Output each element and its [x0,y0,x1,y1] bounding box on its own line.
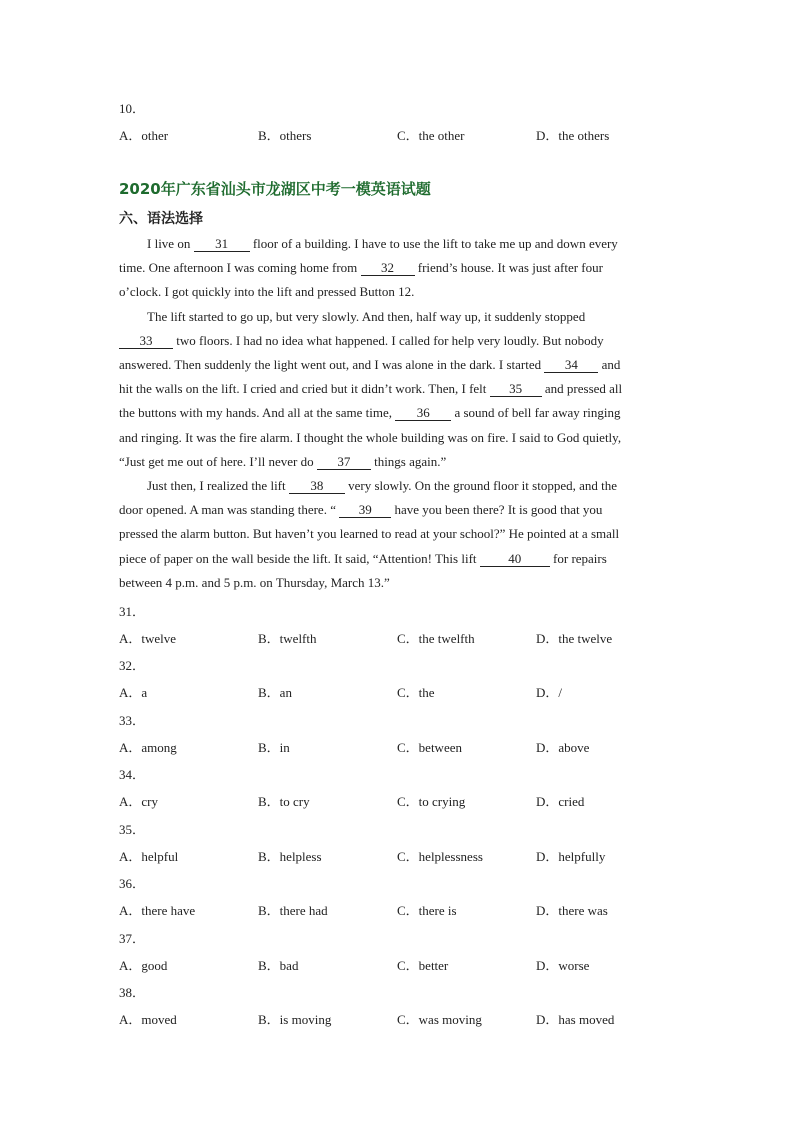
option-row [119,1009,679,1027]
question-number: 32． [119,658,146,673]
option-c[interactable]: C．was moving [397,1012,482,1027]
passage-line [119,474,664,498]
passage-text: have you been there? It is good that you [394,502,603,518]
blank-34[interactable]: 34 [544,358,598,373]
option-a[interactable]: A．other [119,128,169,143]
passage-line: o’clock. I got quickly into the lift and pressed Button 12. [119,284,415,300]
passage-line [119,401,664,425]
option-d[interactable]: D．/ [536,685,563,700]
passage-line [119,353,664,377]
option-d[interactable]: D．above [536,740,590,755]
option-d[interactable]: D．the others [536,128,610,143]
question-number: 34． [119,767,146,782]
option-d[interactable]: D．has moved [536,1012,615,1027]
blank-35[interactable]: 35 [490,382,542,397]
question-number: 31． [119,604,146,619]
option-row [119,628,679,646]
blank-40[interactable]: 40 [480,552,550,567]
question-number: 33． [119,713,146,728]
question-number: 35． [119,822,146,837]
passage-text: door opened. A man was standing there. “ [119,502,336,518]
option-row [119,846,679,864]
option-row [119,737,679,755]
question-number: 10． [119,101,146,116]
option-b[interactable]: B．to cry [258,794,310,809]
passage-text: two floors. I had no idea what happened. I called for help very loudly. But nobody [176,332,604,348]
option-c[interactable]: C．better [397,958,449,973]
passage-text: very slowly. On the ground floor it stopped, and the [348,478,617,494]
passage-text: friend’s house. It was just after four [417,260,603,276]
option-a[interactable]: A．there have [119,903,196,918]
passage-text: the buttons with my hands. And all at the same time, [119,405,392,421]
option-a[interactable]: A．helpful [119,849,179,864]
option-b[interactable]: B．twelfth [258,631,317,646]
option-c[interactable]: C．the other [397,128,465,143]
option-b[interactable]: B．is moving [258,1012,332,1027]
option-d[interactable]: D．the twelve [536,631,613,646]
blank-36[interactable]: 36 [395,406,451,421]
option-a[interactable]: A．cry [119,794,158,809]
passage [119,232,664,595]
option-c[interactable]: C．between [397,740,462,755]
option-c[interactable]: C．to crying [397,794,466,809]
option-d[interactable]: D．there was [536,903,608,918]
option-c[interactable]: C．the twelfth [397,631,475,646]
option-b[interactable]: B．in [258,740,290,755]
blank-37[interactable]: 37 [317,455,371,470]
passage-line [119,377,664,401]
option-b[interactable]: B．an [258,685,292,700]
option-d[interactable]: D．helpfully [536,849,606,864]
option-a[interactable]: A．a [119,685,148,700]
option-c[interactable]: C．the [397,685,435,700]
passage-text: things again.” [374,453,447,469]
option-c[interactable]: C．helplessness [397,849,483,864]
passage-text: I live on [147,236,191,251]
option-d[interactable]: D．cried [536,794,585,809]
option-row [119,955,679,973]
passage-line [119,498,664,522]
passage-text: Just then, I realized the lift [147,478,286,494]
passage-text: and pressed all [544,381,623,397]
test-title: 2020年广东省汕头市龙湖区中考一模英语试题 [119,180,431,198]
option-a[interactable]: A．moved [119,1012,177,1027]
passage-text: answered. Then suddenly the light went out, and I was alone in the dark. I started [119,357,542,373]
passage-line: and ringing. It was the fire alarm. I thought the whole building was on fire. I said to God quietly, [119,429,622,445]
passage-line [119,547,664,571]
passage-text: piece of paper on the wall beside the lift. It said, “Attention! This lift [119,550,477,566]
option-a[interactable]: A．good [119,958,168,973]
blank-33[interactable]: 33 [119,334,173,349]
passage-text: a sound of bell far away ringing [454,405,621,421]
passage-text: and [601,357,621,373]
passage-text: “Just get me out of here. I’ll never do [119,453,314,469]
section-heading: 六、语法选择 [119,211,203,227]
option-row [119,791,679,809]
passage-line [119,232,664,256]
passage-text: for repairs [553,550,607,566]
blank-32[interactable]: 32 [361,261,415,276]
option-b[interactable]: B．helpless [258,849,322,864]
option-c[interactable]: C．there is [397,903,457,918]
question-number: 37． [119,931,146,946]
passage-line: pressed the alarm button. But haven’t you learned to read at your school?” He pointed at a small [119,526,620,542]
option-b[interactable]: B．there had [258,903,328,918]
passage-text: time. One afternoon I was coming home from [119,260,358,276]
option-row [119,682,679,700]
option-row [119,900,679,918]
option-a[interactable]: A．among [119,740,177,755]
passage-line [119,329,664,353]
blank-38[interactable]: 38 [289,479,345,494]
option-d[interactable]: D．worse [536,958,590,973]
passage-line: between 4 p.m. and 5 p.m. on Thursday, March 13.” [119,574,390,590]
blank-31[interactable]: 31 [194,237,250,252]
option-b[interactable]: B．bad [258,958,299,973]
option-row [119,125,679,143]
option-a[interactable]: A．twelve [119,631,177,646]
blank-39[interactable]: 39 [339,503,391,518]
passage-line [119,256,664,280]
option-b[interactable]: B．others [258,128,312,143]
passage-line: The lift started to go up, but very slowly. And then, half way up, it suddenly stopped [147,308,586,324]
passage-line [119,450,664,474]
question-number: 38． [119,985,146,1000]
passage-text: hit the walls on the lift. I cried and cried but it didn’t work. Then, I felt [119,381,487,397]
passage-text: floor of a building. I have to use the lift to take me up and down every [252,236,618,251]
question-number: 36． [119,876,146,891]
